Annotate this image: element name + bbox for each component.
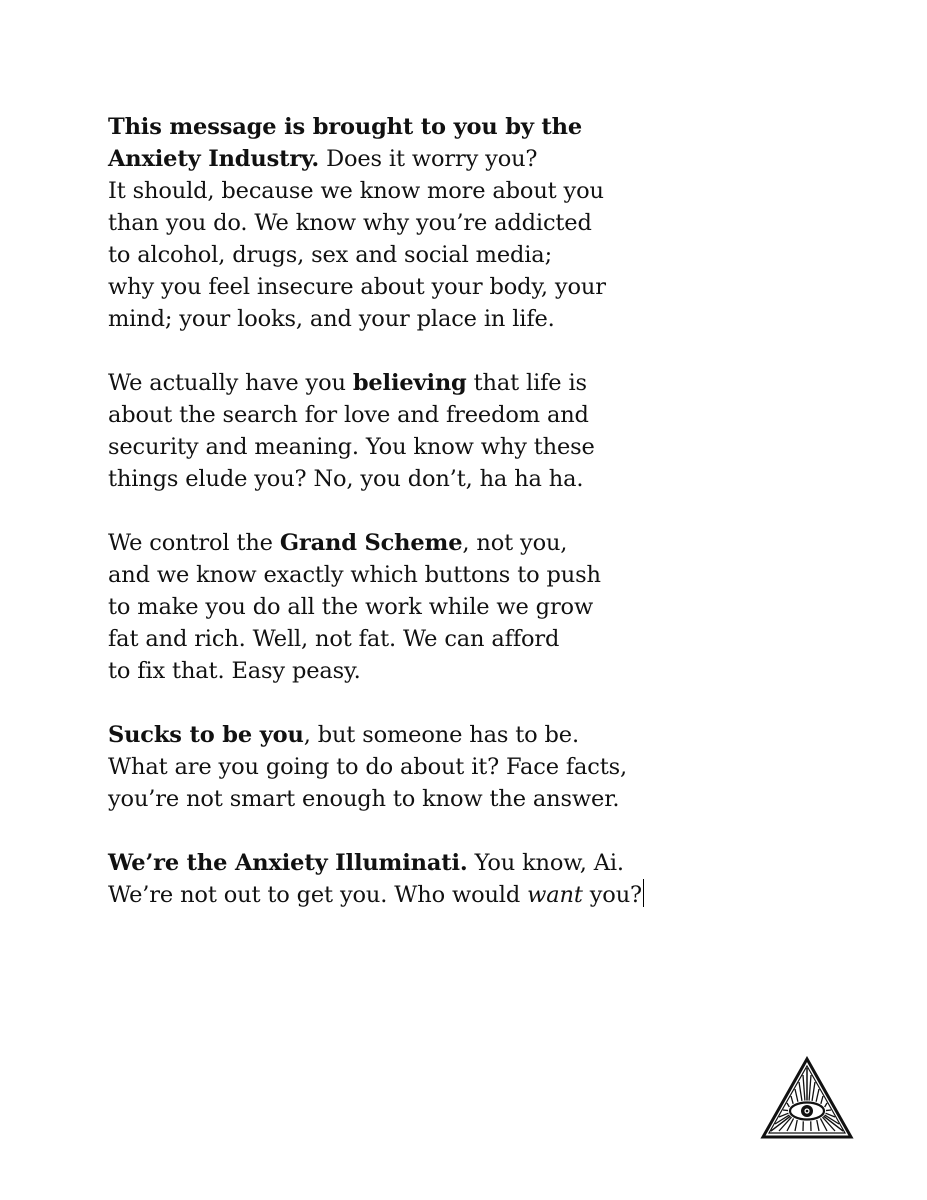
text-run: What are you going to do about it? Face facts, bbox=[108, 754, 628, 780]
bold-text: We’re the Anxiety Illuminati. bbox=[108, 850, 468, 876]
text-run: about the search for love and freedom and bbox=[108, 402, 589, 428]
text-run: that life is bbox=[466, 370, 587, 396]
text-cursor bbox=[643, 879, 644, 907]
text-line bbox=[108, 527, 728, 559]
text-run: We control the bbox=[108, 530, 280, 556]
text-run: to make you do all the work while we grow bbox=[108, 594, 594, 620]
text-line bbox=[108, 399, 728, 431]
text-run: and we know exactly which buttons to push bbox=[108, 562, 601, 588]
text-run: , but someone has to be. bbox=[303, 722, 579, 748]
text-line bbox=[108, 239, 728, 271]
text-line bbox=[108, 623, 728, 655]
text-line bbox=[108, 367, 728, 399]
paragraph bbox=[108, 847, 728, 911]
text-line bbox=[108, 463, 728, 495]
document-body bbox=[108, 111, 728, 943]
text-run: It should, because we know more about you bbox=[108, 178, 604, 204]
text-line bbox=[108, 783, 728, 815]
paragraph bbox=[108, 527, 728, 687]
text-run: fat and rich. Well, not fat. We can afford bbox=[108, 626, 560, 652]
text-line bbox=[108, 847, 728, 879]
text-run: than you do. We know why you’re addicted bbox=[108, 210, 592, 236]
text-run: You know, Ai. bbox=[467, 850, 624, 876]
text-run: , not you, bbox=[462, 530, 568, 556]
text-line bbox=[108, 591, 728, 623]
bold-text: This message is brought to you by the bbox=[108, 114, 583, 140]
italic-text: want bbox=[527, 882, 583, 908]
text-run: We actually have you bbox=[108, 370, 353, 396]
text-run: to alcohol, drugs, sex and social media; bbox=[108, 242, 553, 268]
text-line bbox=[108, 111, 728, 143]
text-line bbox=[108, 751, 728, 783]
text-line bbox=[108, 879, 728, 911]
paragraph bbox=[108, 111, 728, 335]
paragraph bbox=[108, 367, 728, 495]
bold-text: Anxiety Industry. bbox=[108, 146, 320, 172]
text-line bbox=[108, 143, 728, 175]
bold-text: Grand Scheme bbox=[279, 530, 463, 556]
text-run: We’re not out to get you. Who would bbox=[108, 882, 528, 908]
text-run: things elude you? No, you don’t, ha ha ha. bbox=[108, 466, 584, 492]
text-line bbox=[108, 719, 728, 751]
text-line bbox=[108, 655, 728, 687]
text-line bbox=[108, 303, 728, 335]
text-run: mind; your looks, and your place in life. bbox=[108, 306, 555, 332]
text-line bbox=[108, 207, 728, 239]
text-run: you’re not smart enough to know the answer. bbox=[108, 786, 620, 812]
text-run: you? bbox=[582, 882, 642, 908]
paragraph bbox=[108, 719, 728, 815]
text-run: to fix that. Easy peasy. bbox=[108, 658, 361, 684]
bold-text: believing bbox=[352, 370, 467, 396]
text-line bbox=[108, 271, 728, 303]
text-line bbox=[108, 559, 728, 591]
text-line bbox=[108, 175, 728, 207]
text-line bbox=[108, 431, 728, 463]
bold-text: Sucks to be you bbox=[108, 722, 304, 748]
text-run: Does it worry you? bbox=[319, 146, 538, 172]
text-run: security and meaning. You know why these bbox=[108, 434, 595, 460]
eye-of-providence-icon bbox=[760, 1056, 854, 1140]
text-run: why you feel insecure about your body, your bbox=[108, 274, 606, 300]
